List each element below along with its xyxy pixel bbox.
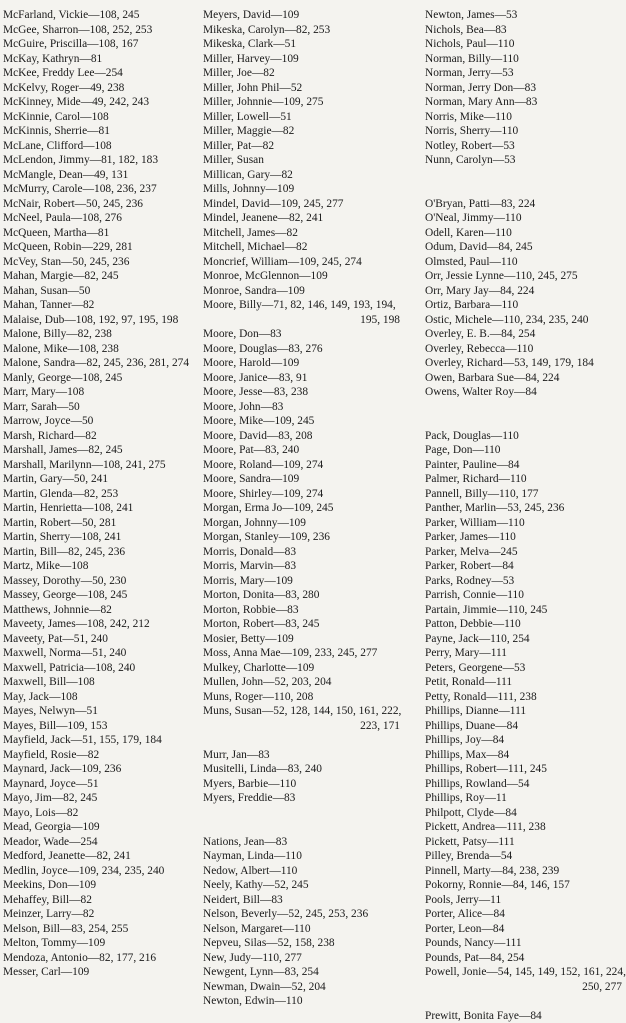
index-entry: McLane, Clifford—108 xyxy=(3,139,201,154)
index-entry: Myers, Barbie—110 xyxy=(203,777,403,792)
index-entry: McQueen, Martha—81 xyxy=(3,226,201,241)
index-entry: Mills, Johnny—109 xyxy=(203,182,403,197)
index-entry: Meekins, Don—109 xyxy=(3,878,201,893)
index-entry: Nayman, Linda—110 xyxy=(203,849,403,864)
index-entry: Malone, Sandra—82, 245, 236, 281, 274 xyxy=(3,356,201,371)
index-entry: Miller, Maggie—82 xyxy=(203,124,403,139)
index-entry: Maynard, Joyce—51 xyxy=(3,777,201,792)
index-entry: Moore, John—83 xyxy=(203,400,403,415)
index-entry: Neidert, Bill—83 xyxy=(203,893,403,908)
index-entry: Massey, Dorothy—50, 230 xyxy=(3,574,201,589)
index-entry: McVey, Stan—50, 245, 236 xyxy=(3,255,201,270)
index-entry: Ortiz, Barbara—110 xyxy=(425,298,625,313)
index-entry: Maxwell, Norma—51, 240 xyxy=(3,646,201,661)
index-entry: O'Bryan, Patti—83, 224 xyxy=(425,197,625,212)
index-entry: Moore, Roland—109, 274 xyxy=(203,458,403,473)
index-column-3 xyxy=(425,8,625,1023)
index-entry: Overley, Richard—53, 149, 179, 184 xyxy=(425,356,625,371)
index-entry: Moore, Billy—71, 82, 146, 149, 193, 194, xyxy=(203,298,403,313)
index-entry: Morris, Mary—109 xyxy=(203,574,403,589)
index-entry: Pokorny, Ronnie—84, 146, 157 xyxy=(425,878,625,893)
index-entry: Pack, Douglas—110 xyxy=(425,429,625,444)
index-entry: Orr, Mary Jay—84, 224 xyxy=(425,284,625,299)
index-entry: Mikeska, Clark—51 xyxy=(203,37,403,52)
index-entry: McFarland, Vickie—108, 245 xyxy=(3,8,201,23)
index-entry: O'Neal, Jimmy—110 xyxy=(425,211,625,226)
index-entry: Malaise, Dub—108, 192, 97, 195, 198 xyxy=(3,313,201,328)
index-entry: Mindel, Jeanene—82, 241 xyxy=(203,211,403,226)
index-entry: Miller, Johnnie—109, 275 xyxy=(203,95,403,110)
index-entry: Morgan, Stanley—109, 236 xyxy=(203,530,403,545)
index-entry: Moore, Pat—83, 240 xyxy=(203,443,403,458)
index-entry: Moore, Mike—109, 245 xyxy=(203,414,403,429)
index-entry: Miller, Pat—82 xyxy=(203,139,403,154)
index-entry: Maxwell, Bill—108 xyxy=(3,675,201,690)
index-entry: Norman, Jerry Don—83 xyxy=(425,81,625,96)
index-entry: Moore, Jesse—83, 238 xyxy=(203,385,403,400)
index-entry-continuation: 195, 198 xyxy=(203,313,403,328)
index-entry: Nedow, Albert—110 xyxy=(203,864,403,879)
index-entry: Newman, Dwain—52, 204 xyxy=(203,980,403,995)
index-entry: Phillips, Rowland—54 xyxy=(425,777,625,792)
index-entry: Ostic, Michele—110, 234, 235, 240 xyxy=(425,313,625,328)
index-entry: Monroe, Sandra—109 xyxy=(203,284,403,299)
index-entry: Overley, Rebecca—110 xyxy=(425,342,625,357)
index-entry: Mitchell, Michael—82 xyxy=(203,240,403,255)
index-entry: Marshall, James—82, 245 xyxy=(3,443,201,458)
index-entry: Mendoza, Antonio—82, 177, 216 xyxy=(3,951,201,966)
index-entry: Miller, Lowell—51 xyxy=(203,110,403,125)
index-entry: Moore, Harold—109 xyxy=(203,356,403,371)
section-gap xyxy=(425,400,625,415)
index-entry: Nelson, Margaret—110 xyxy=(203,922,403,937)
index-entry: Messer, Carl—109 xyxy=(3,965,201,980)
index-entry: McNair, Robert—50, 245, 236 xyxy=(3,197,201,212)
index-entry: Neely, Kathy—52, 245 xyxy=(203,878,403,893)
index-entry: Marr, Sarah—50 xyxy=(3,400,201,415)
index-entry: Phillips, Joy—84 xyxy=(425,733,625,748)
index-entry: Monroe, McGlennon—109 xyxy=(203,269,403,284)
section-gap xyxy=(203,806,403,821)
index-entry: Phillips, Roy—11 xyxy=(425,791,625,806)
index-entry: Morris, Donald—83 xyxy=(203,545,403,560)
index-entry: Muns, Susan—52, 128, 144, 150, 161, 222, xyxy=(203,704,403,719)
index-entry: Pounds, Nancy—111 xyxy=(425,936,625,951)
index-entry: Martin, Glenda—82, 253 xyxy=(3,487,201,502)
index-entry: Newton, Edwin—110 xyxy=(203,994,403,1009)
index-entry: Newgent, Lynn—83, 254 xyxy=(203,965,403,980)
index-entry: Millican, Gary—82 xyxy=(203,168,403,183)
index-column-2 xyxy=(203,8,403,1009)
index-entry: Mayfield, Jack—51, 155, 179, 184 xyxy=(3,733,201,748)
index-entry: Philpott, Clyde—84 xyxy=(425,806,625,821)
index-entry: Murr, Jan—83 xyxy=(203,748,403,763)
index-entry: Norman, Billy—110 xyxy=(425,52,625,67)
index-entry: Patton, Debbie—110 xyxy=(425,617,625,632)
index-entry: Martz, Mike—108 xyxy=(3,559,201,574)
index-entry: Pinnell, Marty—84, 238, 239 xyxy=(425,864,625,879)
index-entry: McKee, Freddy Lee—254 xyxy=(3,66,201,81)
index-entry: Martin, Sherry—108, 241 xyxy=(3,530,201,545)
index-entry: Miller, Harvey—109 xyxy=(203,52,403,67)
index-entry: Parker, William—110 xyxy=(425,516,625,531)
index-entry: Nichols, Bea—83 xyxy=(425,23,625,38)
index-entry: Powell, Jonie—54, 145, 149, 152, 161, 224, xyxy=(425,965,625,980)
index-entry: Morgan, Johnny—109 xyxy=(203,516,403,531)
index-entry: Moore, Douglas—83, 276 xyxy=(203,342,403,357)
index-entry: Norman, Jerry—53 xyxy=(425,66,625,81)
index-entry: Mayes, Bill—109, 153 xyxy=(3,719,201,734)
index-entry: McKinney, Mide—49, 242, 243 xyxy=(3,95,201,110)
index-entry: Morton, Robbie—83 xyxy=(203,603,403,618)
section-gap xyxy=(425,182,625,197)
index-entry: Norris, Mike—110 xyxy=(425,110,625,125)
index-entry: Marr, Mary—108 xyxy=(3,385,201,400)
index-entry: McKinnis, Sherrie—81 xyxy=(3,124,201,139)
index-entry: McMangle, Dean—49, 131 xyxy=(3,168,201,183)
index-entry: Prewitt, Bonita Faye—84 xyxy=(425,1009,625,1023)
index-entry: Phillips, Robert—111, 245 xyxy=(425,762,625,777)
index-entry: Parker, Melva—245 xyxy=(425,545,625,560)
index-entry: Morton, Robert—83, 245 xyxy=(203,617,403,632)
index-entry-continuation: 223, 171 xyxy=(203,719,403,734)
index-entry: Moncrief, William—109, 245, 274 xyxy=(203,255,403,270)
index-entry: Odell, Karen—110 xyxy=(425,226,625,241)
index-entry: McQueen, Robin—229, 281 xyxy=(3,240,201,255)
index-entry: Meinzer, Larry—82 xyxy=(3,907,201,922)
index-entry: Massey, George—108, 245 xyxy=(3,588,201,603)
index-entry: Olmsted, Paul—110 xyxy=(425,255,625,270)
index-entry: Marshall, Marilynn—108, 241, 275 xyxy=(3,458,201,473)
index-entry: Pickett, Andrea—111, 238 xyxy=(425,820,625,835)
index-entry: Muns, Roger—110, 208 xyxy=(203,690,403,705)
index-entry: Norman, Mary Ann—83 xyxy=(425,95,625,110)
index-entry: Pounds, Pat—84, 254 xyxy=(425,951,625,966)
index-entry: Parker, Robert—84 xyxy=(425,559,625,574)
index-entry: Mahan, Margie—82, 245 xyxy=(3,269,201,284)
index-entry: Maxwell, Patricia—108, 240 xyxy=(3,661,201,676)
index-entry: McKinnie, Carol—108 xyxy=(3,110,201,125)
index-entry: Mulkey, Charlotte—109 xyxy=(203,661,403,676)
index-entry: Newton, James—53 xyxy=(425,8,625,23)
index-entry: McNeel, Paula—108, 276 xyxy=(3,211,201,226)
index-entry: Parker, James—110 xyxy=(425,530,625,545)
index-entry: Marsh, Richard—82 xyxy=(3,429,201,444)
index-entry: Palmer, Richard—110 xyxy=(425,472,625,487)
index-entry: Odum, David—84, 245 xyxy=(425,240,625,255)
index-entry: Meador, Wade—254 xyxy=(3,835,201,850)
index-entry: Martin, Gary—50, 241 xyxy=(3,472,201,487)
index-entry: Peters, Georgene—53 xyxy=(425,661,625,676)
index-entry-continuation: 250, 277 xyxy=(425,980,625,995)
index-entry: Phillips, Duane—84 xyxy=(425,719,625,734)
index-entry: Nichols, Paul—110 xyxy=(425,37,625,52)
index-entry: Moore, Sandra—109 xyxy=(203,472,403,487)
index-entry: Moore, Shirley—109, 274 xyxy=(203,487,403,502)
index-entry: Morton, Donita—83, 280 xyxy=(203,588,403,603)
index-entry: Overley, E. B.—84, 254 xyxy=(425,327,625,342)
index-entry: Matthews, Johnnie—82 xyxy=(3,603,201,618)
index-entry: McGuire, Priscilla—108, 167 xyxy=(3,37,201,52)
index-entry: Martin, Henrietta—108, 241 xyxy=(3,501,201,516)
index-entry: Pilley, Brenda—54 xyxy=(425,849,625,864)
index-entry: Morgan, Erma Jo—109, 245 xyxy=(203,501,403,516)
index-entry: Mead, Georgia—109 xyxy=(3,820,201,835)
index-entry: Mosier, Betty—109 xyxy=(203,632,403,647)
index-entry: Myers, Freddie—83 xyxy=(203,791,403,806)
index-entry: Marrow, Joyce—50 xyxy=(3,414,201,429)
index-entry: Parks, Rodney—53 xyxy=(425,574,625,589)
index-entry: Nelson, Beverly—52, 245, 253, 236 xyxy=(203,907,403,922)
section-gap xyxy=(425,994,625,1009)
index-entry: Payne, Jack—110, 254 xyxy=(425,632,625,647)
index-entry: Pools, Jerry—11 xyxy=(425,893,625,908)
index-entry: Mehaffey, Bill—82 xyxy=(3,893,201,908)
index-entry: Meyers, David—109 xyxy=(203,8,403,23)
index-entry: Mindel, David—109, 245, 277 xyxy=(203,197,403,212)
index-entry: Mullen, John—52, 203, 204 xyxy=(203,675,403,690)
index-entry: Morris, Marvin—83 xyxy=(203,559,403,574)
section-gap xyxy=(203,820,403,835)
section-gap xyxy=(425,168,625,183)
index-entry: McKay, Kathryn—81 xyxy=(3,52,201,67)
index-entry: Musitelli, Linda—83, 240 xyxy=(203,762,403,777)
index-entry: McMurry, Carole—108, 236, 237 xyxy=(3,182,201,197)
index-entry: Mayfield, Rosie—82 xyxy=(3,748,201,763)
index-entry: Norris, Sherry—110 xyxy=(425,124,625,139)
index-entry: Porter, Leon—84 xyxy=(425,922,625,937)
index-entry: Partain, Jimmie—110, 245 xyxy=(425,603,625,618)
index-entry: Pannell, Billy—110, 177 xyxy=(425,487,625,502)
index-entry: Maynard, Jack—109, 236 xyxy=(3,762,201,777)
index-entry: Maveety, James—108, 242, 212 xyxy=(3,617,201,632)
index-entry: Maveety, Pat—51, 240 xyxy=(3,632,201,647)
index-entry: Petty, Ronald—111, 238 xyxy=(425,690,625,705)
index-entry: Melson, Bill—83, 254, 255 xyxy=(3,922,201,937)
index-entry: Moore, Janice—83, 91 xyxy=(203,371,403,386)
index-entry: Martin, Robert—50, 281 xyxy=(3,516,201,531)
index-entry: Martin, Bill—82, 245, 236 xyxy=(3,545,201,560)
index-entry: Panther, Marlin—53, 245, 236 xyxy=(425,501,625,516)
index-entry: Medlin, Joyce—109, 234, 235, 240 xyxy=(3,864,201,879)
index-entry: Manly, George—108, 245 xyxy=(3,371,201,386)
index-entry: Notley, Robert—53 xyxy=(425,139,625,154)
index-entry: McGee, Sharron—108, 252, 253 xyxy=(3,23,201,38)
index-entry: Miller, Joe—82 xyxy=(203,66,403,81)
index-entry: Malone, Billy—82, 238 xyxy=(3,327,201,342)
index-entry: May, Jack—108 xyxy=(3,690,201,705)
index-entry: Orr, Jessie Lynne—110, 245, 275 xyxy=(425,269,625,284)
index-entry: Nunn, Carolyn—53 xyxy=(425,153,625,168)
index-entry: McKelvy, Roger—49, 238 xyxy=(3,81,201,96)
index-entry: Miller, John Phil—52 xyxy=(203,81,403,96)
index-entry: Mahan, Susan—50 xyxy=(3,284,201,299)
index-entry: Phillips, Max—84 xyxy=(425,748,625,763)
index-entry: McLendon, Jimmy—81, 182, 183 xyxy=(3,153,201,168)
index-entry: Malone, Mike—108, 238 xyxy=(3,342,201,357)
index-entry: Petit, Ronald—111 xyxy=(425,675,625,690)
index-entry: Pickett, Patsy—111 xyxy=(425,835,625,850)
index-entry: Nepveu, Silas—52, 158, 238 xyxy=(203,936,403,951)
index-entry: Owen, Barbara Sue—84, 224 xyxy=(425,371,625,386)
index-entry: Mayo, Lois—82 xyxy=(3,806,201,821)
index-entry: Miller, Susan xyxy=(203,153,403,168)
index-entry: New, Judy—110, 277 xyxy=(203,951,403,966)
section-gap xyxy=(203,733,403,748)
index-entry: Porter, Alice—84 xyxy=(425,907,625,922)
index-entry: Page, Don—110 xyxy=(425,443,625,458)
index-entry: Mayo, Jim—82, 245 xyxy=(3,791,201,806)
index-entry: Mikeska, Carolyn—82, 253 xyxy=(203,23,403,38)
index-entry: Nations, Jean—83 xyxy=(203,835,403,850)
index-entry: Moss, Anna Mae—109, 233, 245, 277 xyxy=(203,646,403,661)
index-entry: Parrish, Connie—110 xyxy=(425,588,625,603)
index-entry: Mitchell, James—82 xyxy=(203,226,403,241)
index-entry: Phillips, Dianne—111 xyxy=(425,704,625,719)
index-entry: Mayes, Nelwyn—51 xyxy=(3,704,201,719)
index-entry: Perry, Mary—111 xyxy=(425,646,625,661)
index-entry: Mahan, Tanner—82 xyxy=(3,298,201,313)
section-gap xyxy=(425,414,625,429)
index-entry: Painter, Pauline—84 xyxy=(425,458,625,473)
index-entry: Moore, David—83, 208 xyxy=(203,429,403,444)
index-entry: Owens, Walter Roy—84 xyxy=(425,385,625,400)
index-column-1 xyxy=(3,8,201,980)
index-entry: Melton, Tommy—109 xyxy=(3,936,201,951)
index-entry: Moore, Don—83 xyxy=(203,327,403,342)
index-entry: Medford, Jeanette—82, 241 xyxy=(3,849,201,864)
